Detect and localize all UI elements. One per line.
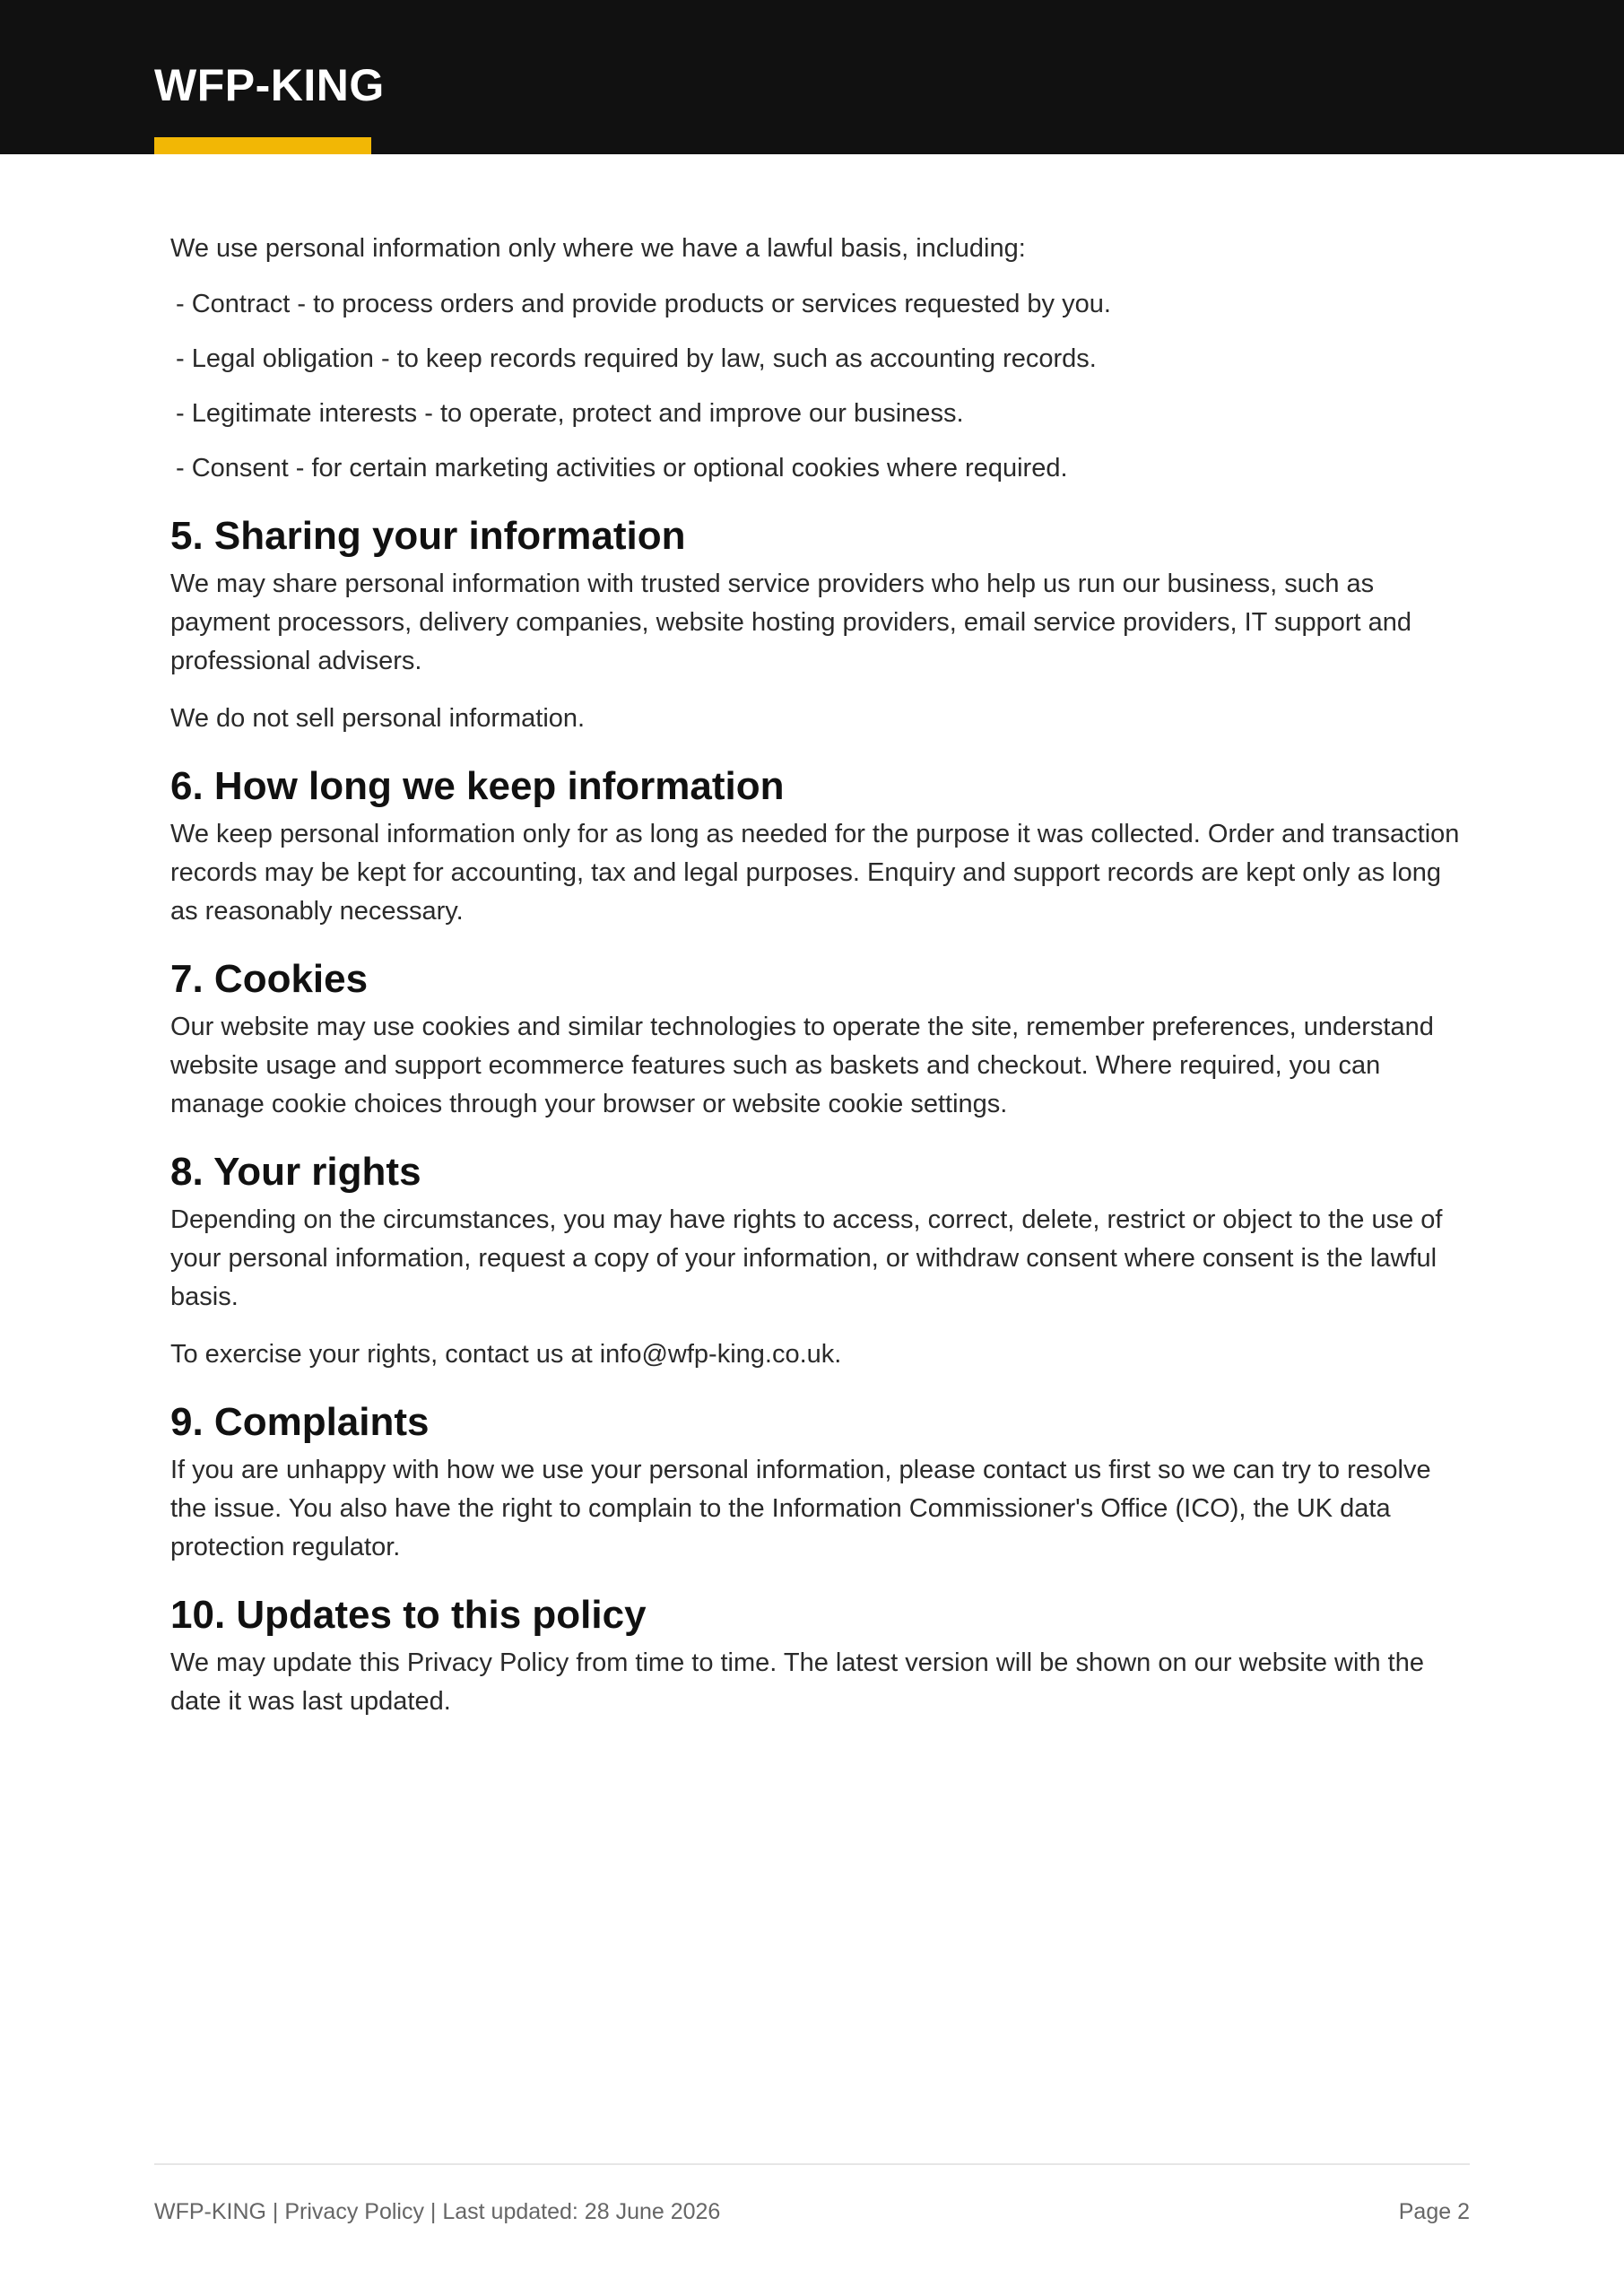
lawful-basis-intro: We use personal information only where we have a lawful basis, including:	[170, 234, 1026, 263]
section-updates	[170, 1592, 1462, 1721]
section-cookies	[170, 956, 1462, 1124]
section-sharing	[170, 513, 1462, 738]
list-item: - Contract - to process orders and provide products or services requested by you.	[176, 290, 1111, 318]
section-paragraph: Our website may use cookies and similar technologies to operate the site, remember preferences, understand website usage and support ecommerce features such as baskets and checkout. Where required, you can manage cookie choices through your browser or website cookie settings.	[170, 1013, 1434, 1118]
section-heading: 9. Complaints	[170, 1400, 430, 1444]
section-heading: 5. Sharing your information	[170, 514, 686, 558]
section-paragraph: We keep personal information only for as long as needed for the purpose it was collected. Order and transaction records may be kept for accounting, tax and legal purposes. Enquiry and support records are kept only as long as reasonably necessary.	[170, 820, 1460, 926]
brand-logo-text: WFP-KING	[154, 60, 385, 110]
list-item: - Legitimate interests - to operate, protect and improve our business.	[176, 399, 964, 428]
section-heading: 6. How long we keep information	[170, 764, 785, 808]
section-paragraph: We do not sell personal information.	[170, 704, 586, 733]
footer-divider	[154, 2163, 1470, 2165]
page-header	[0, 0, 1624, 154]
section-complaints	[170, 1399, 1462, 1567]
section-heading: 7. Cookies	[170, 957, 369, 1001]
section-paragraph: If you are unhappy with how we use your personal information, please contact us first so we can try to resolve the issue. You also have the right to complain to the Information Commissioner's Office (ICO), the UK data protection regulator.	[170, 1456, 1431, 1561]
lawful-basis-list	[170, 285, 1462, 488]
list-item: - Legal obligation - to keep records required by law, such as accounting records.	[176, 344, 1097, 373]
section-rights	[170, 1149, 1462, 1374]
section-paragraph: To exercise your rights, contact us at info@wfp-king.co.uk.	[170, 1340, 842, 1369]
brand-accent-bar	[154, 137, 371, 154]
footer-page-number: Page 2	[1398, 2199, 1470, 2224]
document-body	[170, 230, 1462, 1740]
list-item: - Consent - for certain marketing activities or optional cookies where required.	[176, 454, 1068, 483]
footer-document-info: WFP-KING | Privacy Policy | Last updated: 28 June 2026	[154, 2199, 721, 2224]
section-heading: 10. Updates to this policy	[170, 1593, 647, 1637]
section-retention	[170, 763, 1462, 931]
section-heading: 8. Your rights	[170, 1150, 421, 1194]
section-paragraph: We may update this Privacy Policy from time to time. The latest version will be shown on our website with the date it was last updated.	[170, 1648, 1424, 1716]
section-paragraph: We may share personal information with trusted service providers who help us run our business, such as payment processors, delivery companies, website hosting providers, email service providers, IT support and professional advisers.	[170, 570, 1412, 675]
section-paragraph: Depending on the circumstances, you may have rights to access, correct, delete, restrict or object to the use of your personal information, request a copy of your information, or withdraw consent where consent is the lawful basis.	[170, 1205, 1443, 1311]
